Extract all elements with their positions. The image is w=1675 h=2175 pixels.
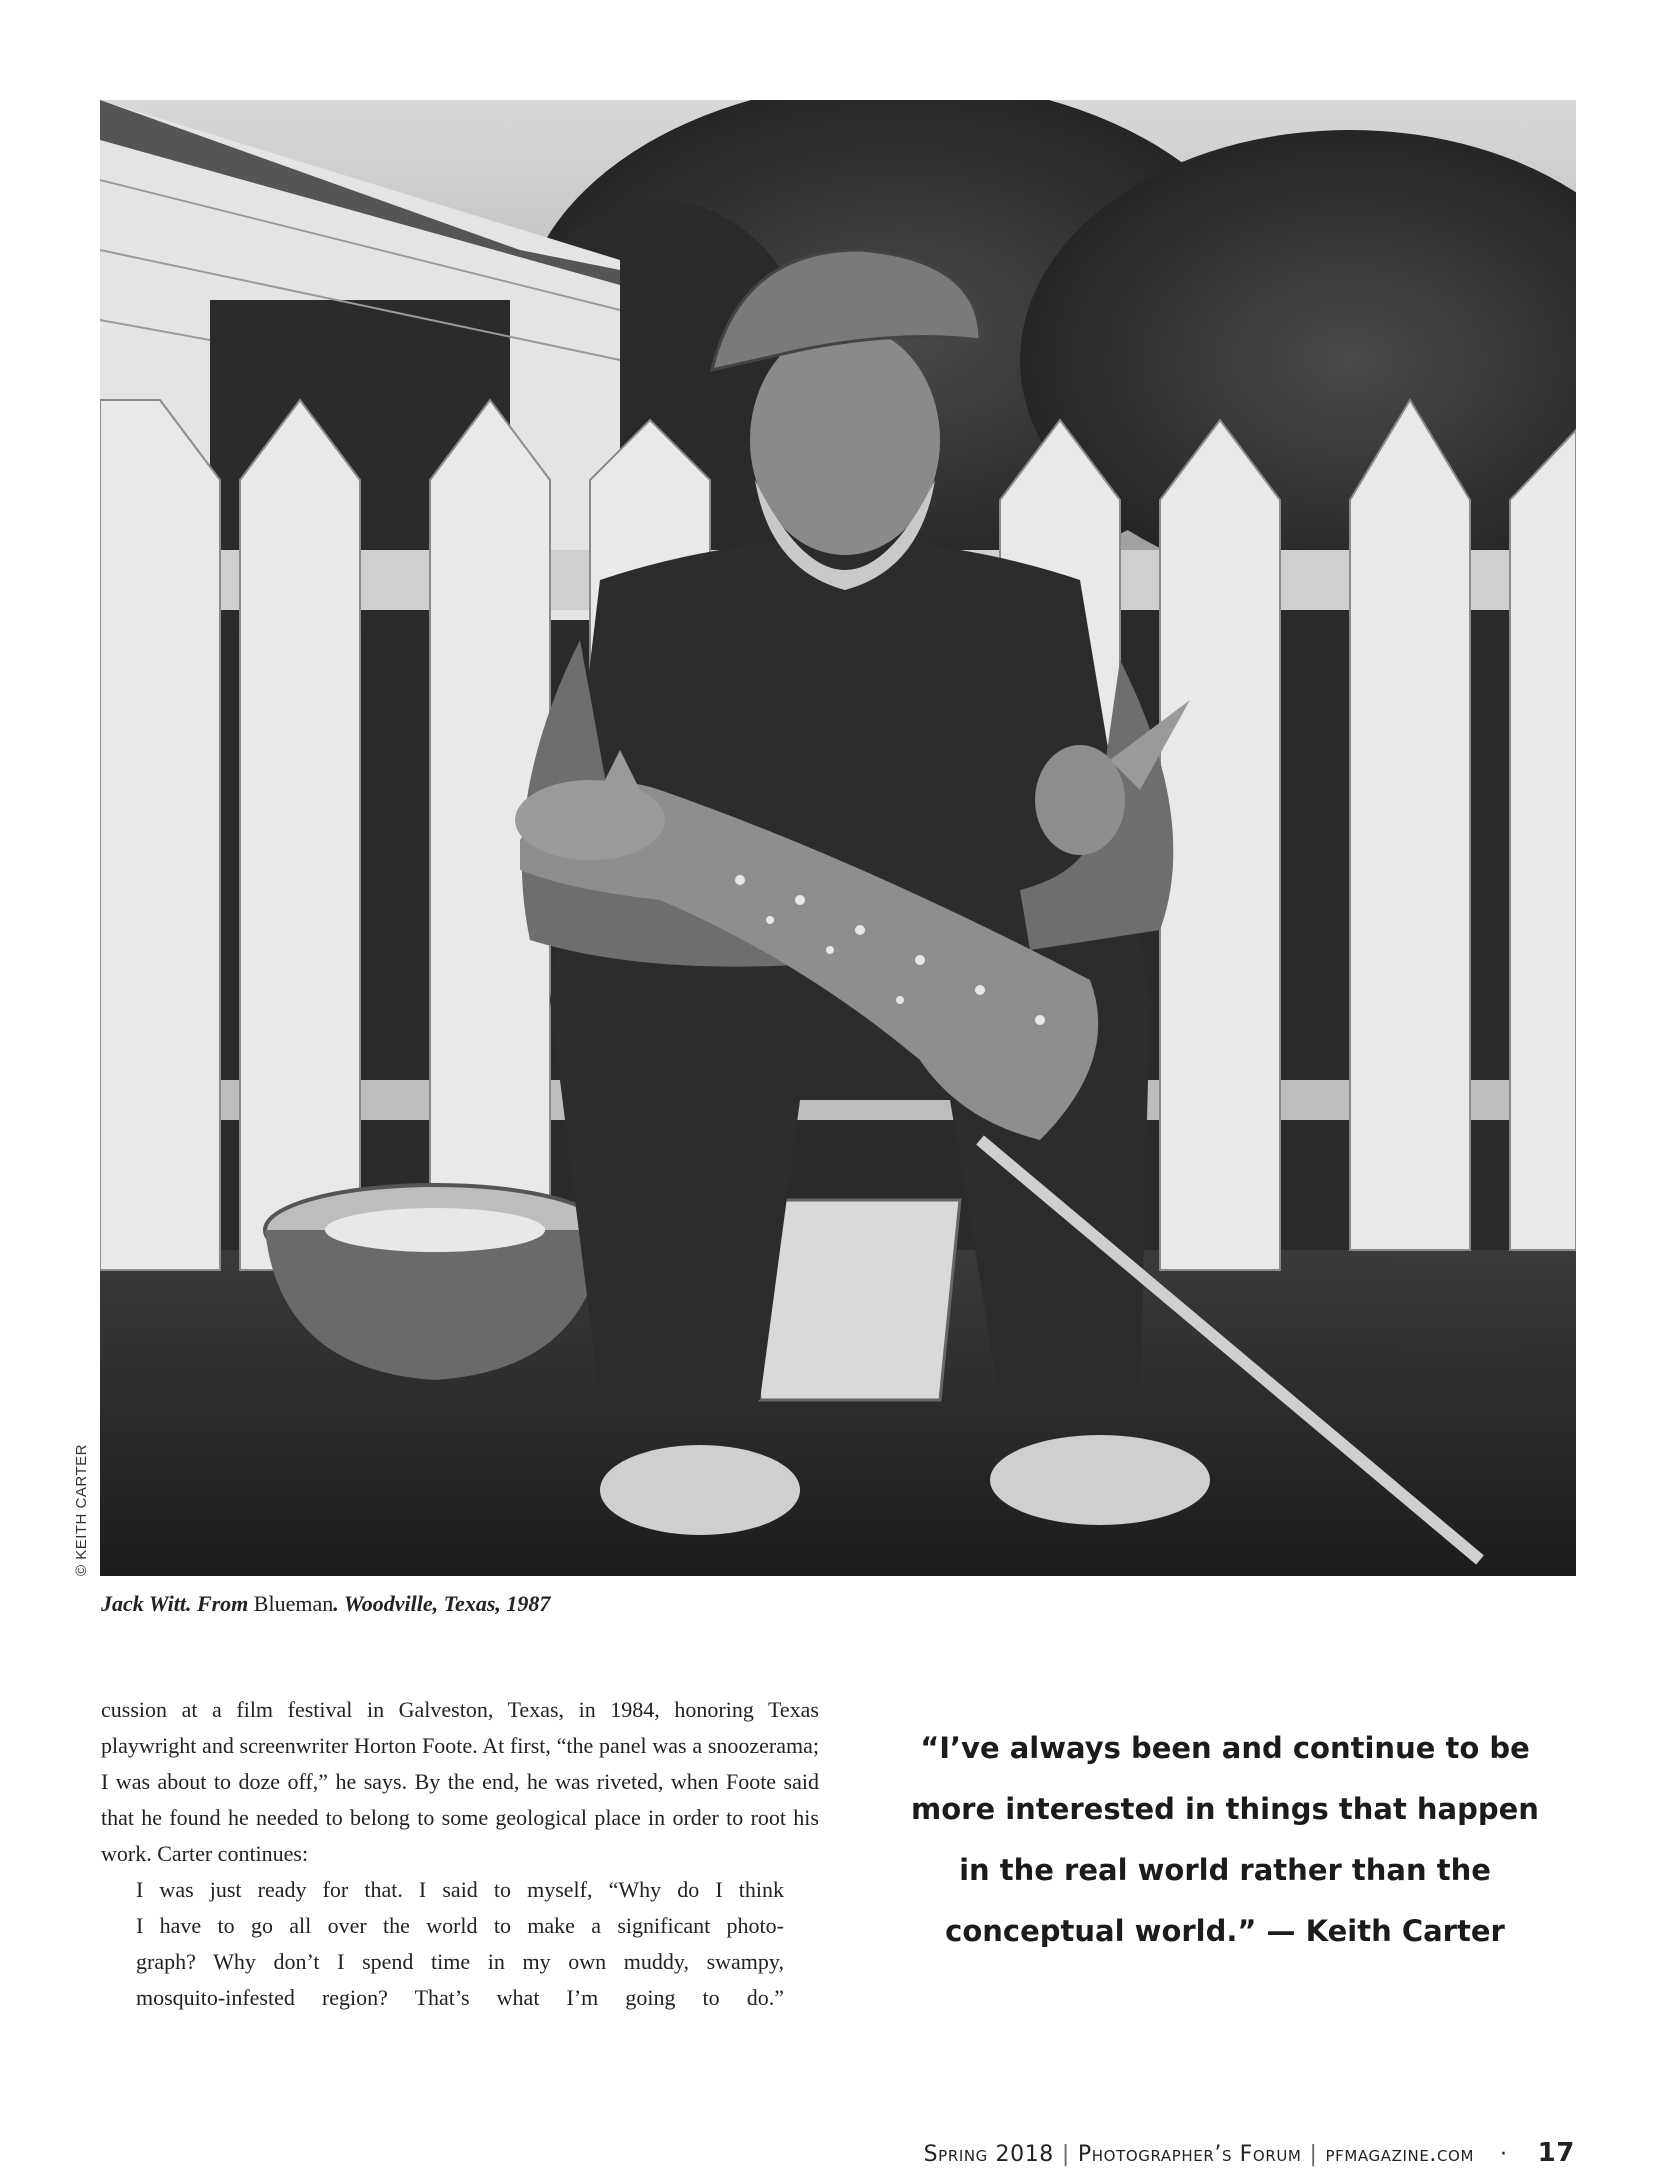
caption-place: . Woodville, Texas, 1987 bbox=[333, 1591, 551, 1616]
footer-dot: · bbox=[1500, 2142, 1508, 2167]
block-quote-line: graph? Why don’t I spend time in my own muddy, swampy, bbox=[136, 1949, 784, 1974]
page-footer bbox=[924, 2138, 1575, 2168]
article-body bbox=[101, 1692, 819, 2016]
footer-magazine: Photographer’s Forum bbox=[1077, 2142, 1302, 2167]
body-paragraph: cussion at a film festival in Galveston, Texas, in 1984, honoring Texas playwright and screenwriter Horton Foote. At first, “the panel was a snoozerama; I was about to doze off,” he says. By the end, he was riveted, when Foote said that he found he needed to belong to some geological place in order to root his work. Carter continues: bbox=[101, 1697, 819, 1866]
block-quote-line: I have to go all over the world to make a significant photo- bbox=[136, 1913, 784, 1938]
pull-quote-line: in the real world rather than the bbox=[959, 1853, 1491, 1887]
photograph-icon bbox=[100, 100, 1576, 1576]
photo-caption bbox=[101, 1591, 550, 1617]
photograph bbox=[100, 100, 1576, 1576]
pull-quote-line: “I’ve always been and continue to be bbox=[920, 1731, 1530, 1765]
block-quote-line: I was just ready for that. I said to myself, “Why do I think bbox=[136, 1877, 784, 1902]
block-quote bbox=[101, 1872, 784, 2016]
pull-quote-line: conceptual world.” — Keith Carter bbox=[945, 1914, 1505, 1948]
pull-quote bbox=[880, 1718, 1570, 1962]
footer-separator: | bbox=[1061, 2142, 1070, 2167]
footer-website: pfmagazine.com bbox=[1325, 2142, 1475, 2167]
page-number: 17 bbox=[1537, 2138, 1575, 2168]
caption-subject: Jack Witt. From bbox=[101, 1591, 249, 1616]
footer-separator: | bbox=[1309, 2142, 1318, 2167]
caption-series: Blueman bbox=[253, 1591, 334, 1616]
block-quote-line: mosquito-infested region? That’s what I’m going to do.” bbox=[136, 1985, 784, 2010]
footer-season: Spring 2018 bbox=[923, 2142, 1054, 2167]
pull-quote-line: more interested in things that happen bbox=[911, 1792, 1539, 1826]
photo-credit: © KEITH CARTER bbox=[73, 1444, 90, 1576]
